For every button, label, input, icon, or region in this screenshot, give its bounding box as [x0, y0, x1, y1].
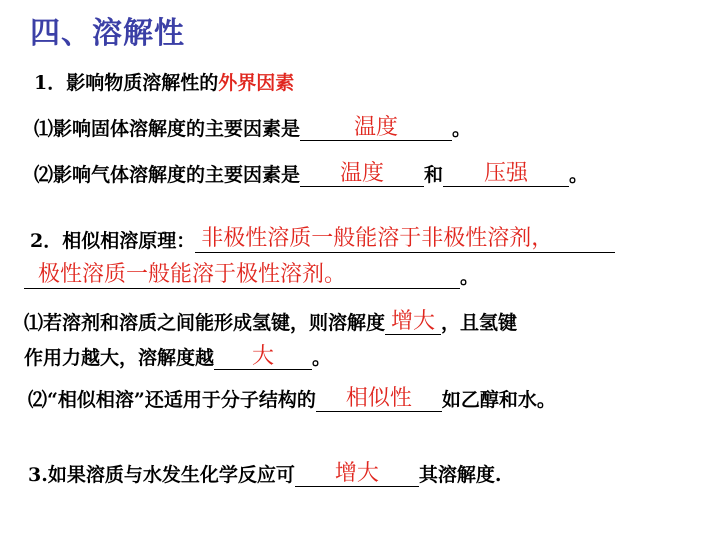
answer-blank — [195, 228, 615, 253]
answer-blank — [214, 345, 312, 370]
question2-prefix: ⑵影响气体溶解度的主要因素是 — [34, 164, 301, 186]
question1-mid: ，且氢键 — [441, 312, 518, 334]
section2-heading — [30, 226, 615, 253]
section2-heading-prefix: 2．相似相溶原理： — [30, 230, 196, 252]
answer-line2-suffix: 。 — [460, 266, 480, 288]
answer-text: 相似性 — [345, 386, 412, 411]
question2-suffix: 如乙醇和水。 — [441, 389, 556, 411]
answer-text: 大 — [252, 344, 275, 369]
answer-blank — [316, 387, 442, 412]
question1-prefix: ⑴若溶剂和溶质之间能形成氢键，则溶解度 — [24, 312, 386, 334]
question1-prefix: ⑴影响固体溶解度的主要因素是 — [34, 118, 301, 140]
answer-blank — [300, 162, 424, 187]
section2-question2 — [28, 385, 556, 412]
answer-blank — [24, 264, 460, 289]
page-title: 四、溶解性 — [30, 16, 185, 51]
section3-prefix: 3.如果溶质与水发生化学反应可 — [28, 464, 295, 486]
section3-suffix: 其溶解度. — [418, 464, 502, 486]
question2-mid: 和 — [424, 164, 444, 186]
answer-text: 非极性溶质一般能溶于非极性溶剂， — [201, 226, 554, 251]
answer-blank — [295, 462, 419, 487]
answer-blank — [443, 162, 569, 187]
section1-heading-highlight: 外界因素 — [218, 72, 295, 94]
question1-suffix: 。 — [452, 118, 472, 140]
section2-answer-line2 — [24, 262, 479, 289]
answer-text: 极性溶质一般能溶于极性溶剂。 — [38, 262, 347, 287]
section1-question2 — [34, 160, 588, 187]
answer-text: 压强 — [484, 161, 529, 186]
section3-question — [28, 460, 501, 487]
answer-text: 温度 — [354, 115, 399, 140]
answer-text: 增大 — [334, 461, 379, 486]
question2-suffix: 。 — [569, 164, 589, 186]
answer-text: 增大 — [391, 309, 436, 334]
section2-question1 — [24, 308, 517, 335]
answer-blank — [385, 310, 441, 335]
answer-blank — [300, 116, 452, 141]
section1-heading-prefix: 1．影响物质溶解性的 — [34, 72, 219, 94]
section1-question1 — [34, 114, 471, 141]
section2-question1-line2 — [24, 343, 331, 370]
question1-suffix: 。 — [312, 347, 332, 369]
question1-line2-prefix: 作用力越大，溶解度越 — [24, 347, 215, 369]
section1-heading — [34, 68, 294, 95]
question2-prefix: ⑵“相似相溶”还适用于分子结构的 — [28, 389, 316, 411]
answer-text: 温度 — [340, 161, 385, 186]
